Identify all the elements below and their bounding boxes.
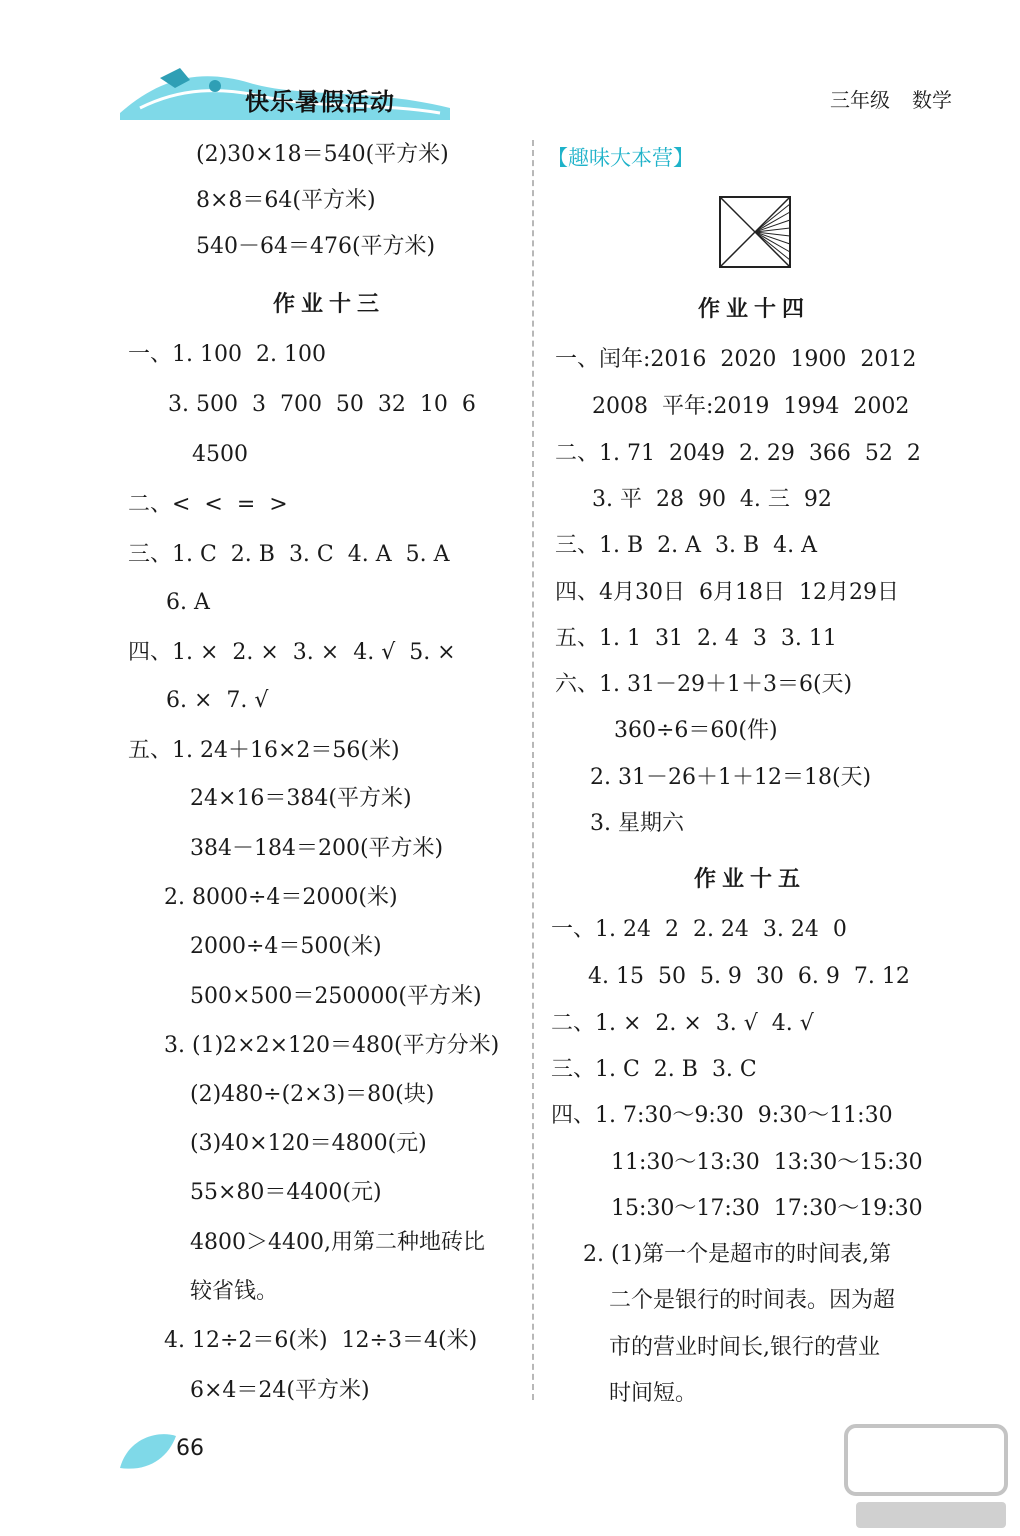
answer-line: 五、1. 24＋16×2＝56(米) bbox=[128, 738, 400, 763]
answer-line: 一、1. 24 2 2. 24 3. 24 0 bbox=[551, 917, 847, 942]
answer-line: 较省钱。 bbox=[190, 1279, 279, 1304]
answer-line: 五、1. 1 31 2. 4 3 3. 11 bbox=[555, 626, 837, 651]
answer-line: 二、1. 71 2049 2. 29 366 52 2 bbox=[555, 441, 921, 466]
answer-line: 2. 31－26＋1＋12＝18(天) bbox=[590, 765, 872, 790]
answer-line: 6×4＝24(平方米) bbox=[190, 1378, 370, 1403]
answer-line: 8×8＝64(平方米) bbox=[196, 188, 376, 213]
answer-line: 3. 500 3 700 50 32 10 6 bbox=[168, 392, 476, 417]
column-divider bbox=[532, 140, 534, 1400]
answer-line: 4500 bbox=[192, 442, 248, 467]
divided-square-figure bbox=[719, 196, 791, 268]
answer-line: (2)480÷(2×3)＝80(块) bbox=[190, 1082, 435, 1107]
page-number: 66 bbox=[176, 1436, 204, 1461]
answer-line: 市的营业时间长,银行的营业 bbox=[609, 1335, 880, 1360]
section-title-hw14: 作业十四 bbox=[698, 297, 811, 322]
section-title-hw15: 作业十五 bbox=[694, 867, 807, 892]
answer-line: 2008 平年:2019 1994 2002 bbox=[592, 394, 910, 419]
answer-line: 一、闰年:2016 2020 1900 2012 bbox=[555, 347, 917, 372]
answer-line: 时间短。 bbox=[609, 1381, 698, 1406]
answer-line: 六、1. 31－29＋1＋3＝6(天) bbox=[555, 672, 853, 697]
grade-label: 三年级 bbox=[830, 88, 890, 112]
header-title: 快乐暑假活动 bbox=[245, 88, 395, 116]
answer-line: 四、1. × 2. × 3. × 4. √ 5. × bbox=[128, 640, 456, 665]
answer-line: 一、1. 100 2. 100 bbox=[128, 342, 326, 367]
answer-line: 384－184＝200(平方米) bbox=[190, 836, 444, 861]
answer-line: 三、1. C 2. B 3. C 4. A 5. A bbox=[128, 542, 450, 567]
leaf-decoration bbox=[118, 1428, 178, 1474]
answer-line: 2000÷4＝500(米) bbox=[190, 934, 382, 959]
fun-section-tag: 【趣味大本营】 bbox=[547, 146, 694, 170]
answer-line: 二个是银行的时间表。因为超 bbox=[609, 1288, 896, 1313]
answer-line: 500×500＝250000(平方米) bbox=[190, 984, 482, 1009]
answer-line: 3. 平 28 90 4. 三 92 bbox=[592, 487, 832, 512]
answer-line: 360÷6＝60(件) bbox=[614, 718, 778, 743]
answer-line: 二、< < = > bbox=[128, 492, 288, 517]
answer-line: 3. 星期六 bbox=[590, 811, 684, 836]
answer-line: 2. (1)第一个是超市的时间表,第 bbox=[583, 1242, 892, 1267]
header-info bbox=[830, 84, 952, 113]
answer-line: 55×80＝4400(元) bbox=[190, 1180, 382, 1205]
answer-line: 15:30～17:30 17:30～19:30 bbox=[611, 1196, 923, 1221]
subject-label: 数学 bbox=[912, 88, 952, 112]
watermark-logo bbox=[836, 1418, 1016, 1534]
answer-line: (3)40×120＝4800(元) bbox=[190, 1131, 427, 1156]
answer-line: 三、1. C 2. B 3. C bbox=[551, 1057, 757, 1082]
answer-line: 24×16＝384(平方米) bbox=[190, 786, 412, 811]
answer-line: 11:30～13:30 13:30～15:30 bbox=[611, 1150, 923, 1175]
section-title-hw13: 作业十三 bbox=[273, 292, 386, 317]
answer-line: 二、1. × 2. × 3. √ 4. √ bbox=[551, 1011, 814, 1036]
answer-line: 4. 15 50 5. 9 30 6. 9 7. 12 bbox=[588, 964, 910, 989]
answer-line: 3. (1)2×2×120＝480(平方分米) bbox=[164, 1033, 500, 1058]
answer-line: (2)30×18＝540(平方米) bbox=[196, 142, 449, 167]
answer-line: 四、4月30日 6月18日 12月29日 bbox=[555, 580, 899, 605]
answer-line: 4. 12÷2＝6(米) 12÷3＝4(米) bbox=[164, 1328, 478, 1353]
answer-line: 6. A bbox=[166, 590, 210, 615]
answer-line: 2. 8000÷4＝2000(米) bbox=[164, 885, 398, 910]
answer-line: 四、1. 7:30～9:30 9:30～11:30 bbox=[551, 1103, 893, 1128]
answer-line: 4800＞4400,用第二种地砖比 bbox=[190, 1230, 485, 1255]
answer-line: 三、1. B 2. A 3. B 4. A bbox=[555, 533, 818, 558]
answer-line: 540－64＝476(平方米) bbox=[196, 234, 436, 259]
answer-line: 6. × 7. √ bbox=[166, 688, 269, 713]
